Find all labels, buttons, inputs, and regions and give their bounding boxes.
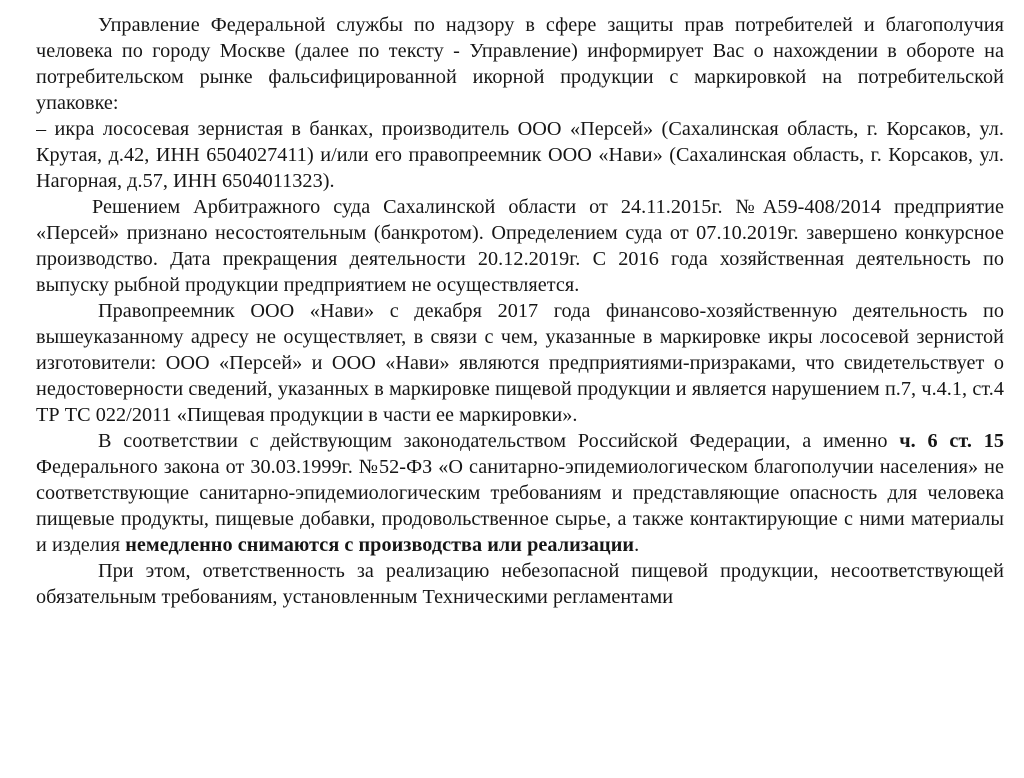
- paragraph-responsibility: При этом, ответственность за реализацию небезопасной пищевой продукции, несоответствующей обязательным требованиям, установленным Техническими регламентами: [36, 560, 1004, 608]
- paragraph-successor: Правопреемник ООО «Нави» с декабря 2017 года финансово-хозяйственную деятельность по вышеуказанному адресу не осуществляет, в связи с чем, указанные в маркировке икры лососевой зернистой изготовители: ООО «Персей» и ООО «Нави» являются предприятиями-призраками, что свидетельствует о недостоверности сведений, указанных в маркировке пищевой продукции и является нарушением п.7, ч.4.1, ст.4 ТР ТС 022/2011 «Пищевая продукции в части ее маркировки».: [36, 300, 1004, 426]
- legislation-bold-article: ч. 6 ст. 15: [899, 430, 1004, 452]
- document-page: [36, 12, 1004, 772]
- paragraph-legislation: [36, 428, 1004, 558]
- legislation-text-1: В соответствии с действующим законодательством Российской Федерации, а именно: [98, 430, 900, 452]
- paragraph-court-decision: Решением Арбитражного суда Сахалинской области от 24.11.2015г. №А59-408/2014 предприятие «Персей» признано несостоятельным (банкротом). Определением суда от 07.10.2019г. завершено конкурсное производство. Дата прекращения деятельности 20.12.2019г. С 2016 года хозяйственная деятельность по выпуску рыбной продукции предприятием не осуществляется.: [36, 196, 1004, 296]
- legislation-bold-withdrawal: немедленно снимаются с производства или реализации: [125, 534, 635, 556]
- paragraph-product-item: – икра лососевая зернистая в банках, производитель ООО «Персей» (Сахалинская область, г. Корсаков, ул. Крутая, д.42, ИНН 6504027411) и/или его правопреемник ООО «Нави» (Сахалинская область, г. Корсаков, ул. Нагорная, д.57, ИНН 6504011323).: [36, 118, 1004, 192]
- legislation-text-3: .: [634, 534, 640, 556]
- paragraph-intro: Управление Федеральной службы по надзору в сфере защиты прав потребителей и благополучия человека по городу Москве (далее по тексту - Управление) информирует Вас о нахождении в обороте на потребительском рынке фальсифицированной икорной продукции с маркировкой на потребительской упаковке:: [36, 14, 1004, 114]
- legislation-text-2: Федерального закона от 30.03.1999г. №52-ФЗ «О санитарно-эпидемиологическом благополучии населения» не соответствующие санитарно-эпидемиологическим требованиям и представляющие опасность для человека пищевые продукты, пищевые добавки, продовольственное сырье, а также контактирующие с ними материалы и изделия: [36, 456, 1004, 556]
